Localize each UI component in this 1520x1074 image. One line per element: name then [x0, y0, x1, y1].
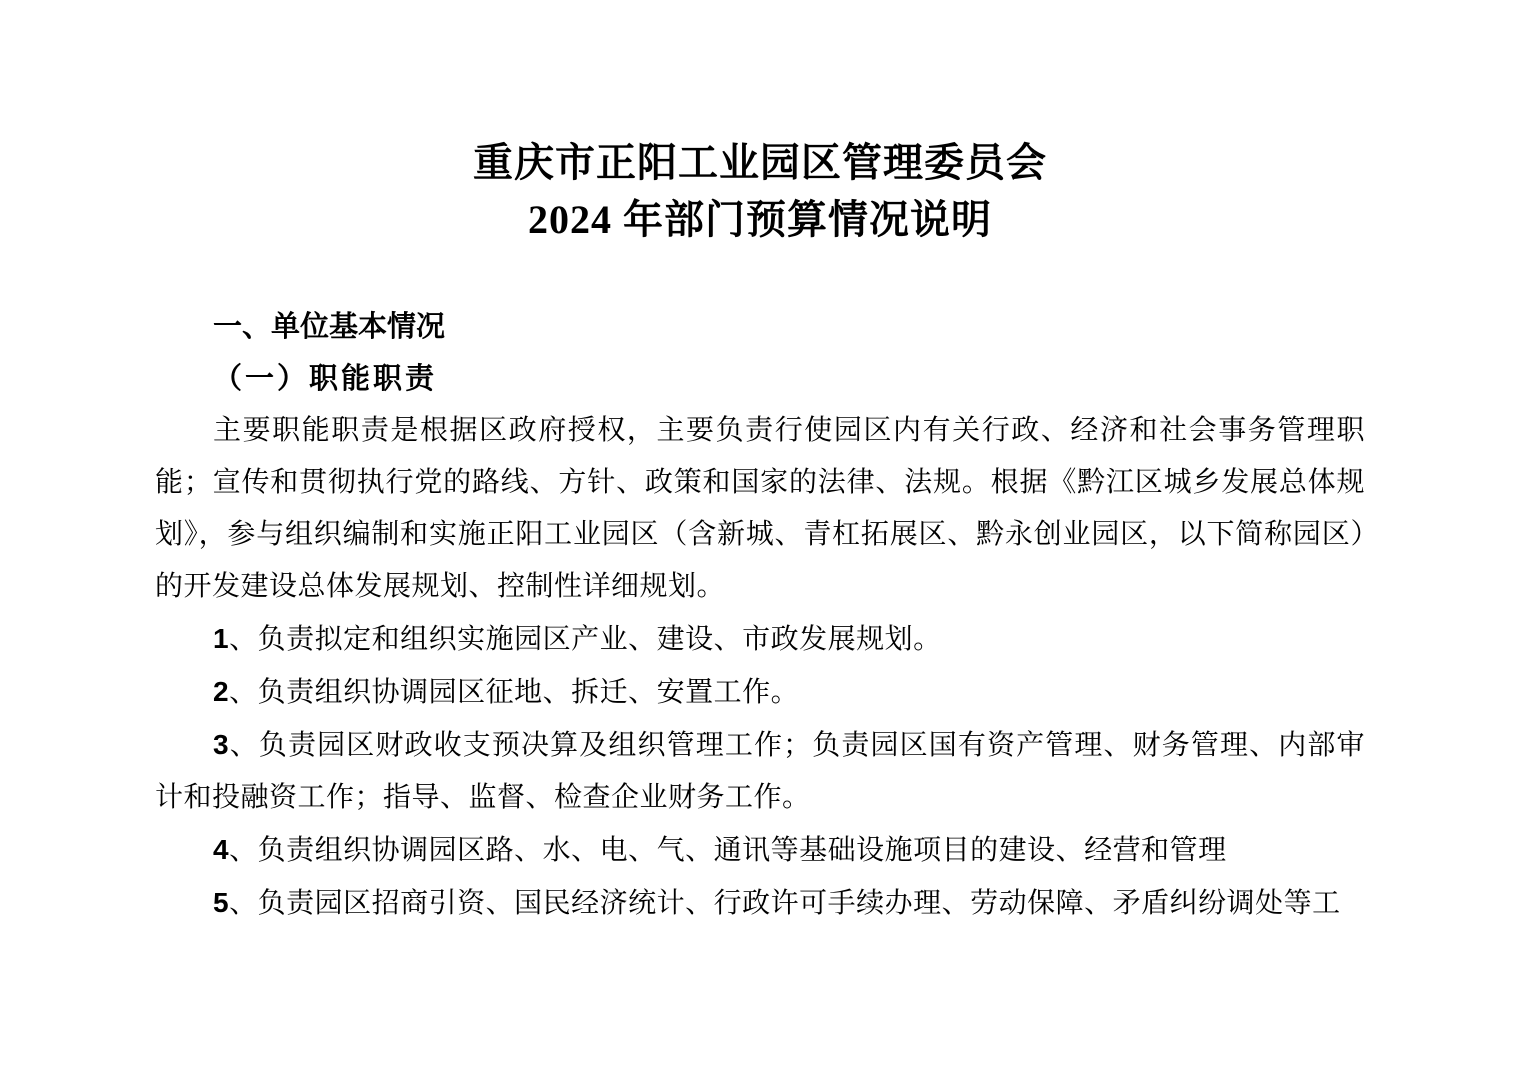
item-number: 4: [213, 834, 230, 865]
numbered-item: [155, 824, 1365, 877]
numbered-item: [155, 613, 1365, 666]
document-title: [155, 134, 1365, 248]
item-number: 1: [213, 623, 230, 654]
document-body: [155, 301, 1365, 930]
title-line-1: 重庆市正阳工业园区管理委员会: [473, 140, 1047, 185]
item-text: 负责拟定和组织实施园区产业、建设、市政发展规划。: [257, 624, 942, 655]
item-text: 负责园区招商引资、国民经济统计、行政许可手续办理、劳动保障、矛盾纠纷调处等工: [257, 888, 1341, 919]
numbered-item: [155, 877, 1365, 930]
intro-paragraph: 主要职能职责是根据区政府授权，主要负责行使园区内有关行政、经济和社会事务管理职能；宣传和贯彻执行党的路线、方针、政策和国家的法律、法规。根据《黔江区城乡发展总体规划》，参与组织编制和实施正阳工业园区（含新城、青杠拓展区、黔永创业园区，以下简称园区）的开发建设总体发展规划、控制性详细规划。: [155, 415, 1365, 602]
item-separator: 、: [229, 677, 258, 708]
item-number: 5: [213, 887, 230, 918]
item-number: 3: [213, 729, 230, 760]
title-line-2: 2024 年部门预算情况说明: [528, 197, 992, 242]
item-text: 负责组织协调园区路、水、电、气、通讯等基础设施项目的建设、经营和管理: [257, 835, 1227, 866]
numbered-list: [155, 613, 1365, 930]
item-separator: 、: [229, 888, 258, 919]
item-number: 2: [213, 676, 230, 707]
item-separator: 、: [229, 835, 258, 866]
item-text: 负责园区财政收支预决算及组织管理工作；负责园区国有资产管理、财务管理、内部审计和投融资工作；指导、监督、检查企业财务工作。: [155, 730, 1365, 813]
numbered-item: [155, 719, 1365, 824]
item-text: 负责组织协调园区征地、拆迁、安置工作。: [257, 677, 800, 708]
section-heading: 一、单位基本情况: [213, 311, 446, 343]
subsection-heading: （一）职能职责: [213, 363, 438, 395]
item-separator: 、: [229, 624, 258, 655]
item-separator: 、: [229, 730, 259, 761]
numbered-item: [155, 666, 1365, 719]
